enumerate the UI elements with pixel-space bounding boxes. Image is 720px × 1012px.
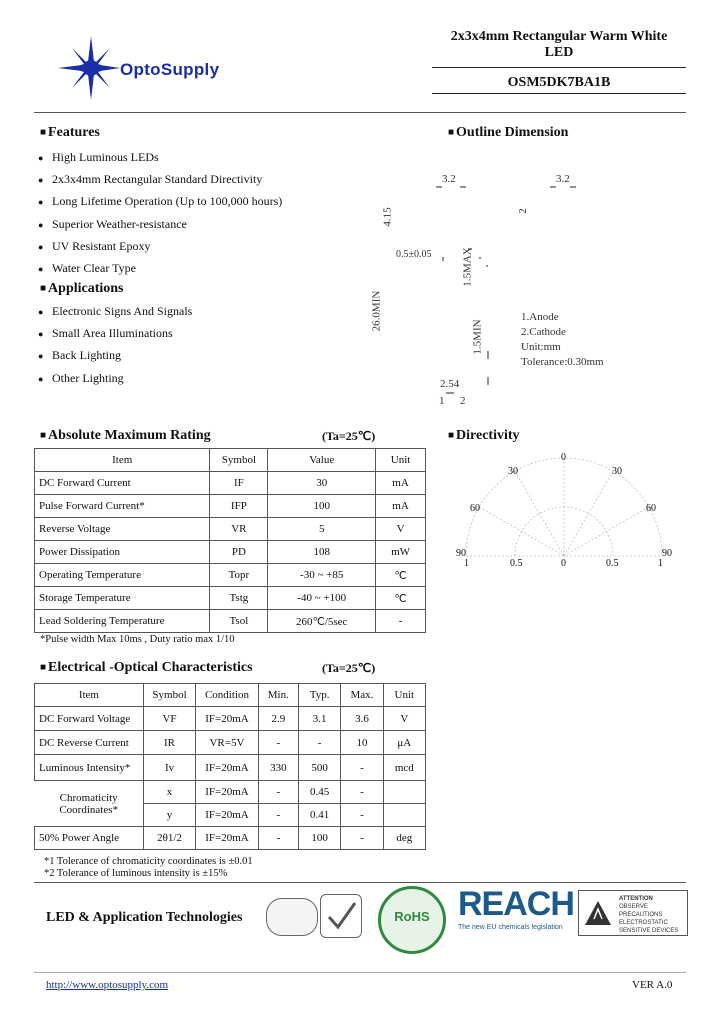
eo-note-2: *2 Tolerance of luminous intensity is ±15% [44, 868, 228, 879]
scale-1-right: 1 [658, 558, 663, 569]
esd-warning-icon [583, 899, 613, 927]
bottom-divider [34, 972, 686, 973]
table-header-row: Item Symbol Condition Min. Typ. Max. Unit [35, 684, 426, 707]
list-item: ● High Luminous LEDs [38, 150, 159, 164]
pin-2-label: 2 [460, 395, 466, 407]
features-heading: ■ Features [40, 125, 100, 141]
scale-05-right: 0.5 [606, 558, 619, 569]
table-row: Storage Temperature Tstg -40 ~ +100 ℃ [35, 587, 426, 610]
angle-30-right: 30 [612, 466, 622, 477]
pin-1-label: 1 [439, 395, 445, 407]
eo-condition: (Ta=25℃) [322, 661, 376, 675]
abs-max-heading: ■ Absolute Maximum Rating [40, 428, 211, 444]
outline-heading: ■ Outline Dimension [448, 125, 568, 141]
checkmark-icon [321, 895, 361, 937]
angle-30-left: 30 [508, 466, 518, 477]
scale-05-left: 0.5 [510, 558, 523, 569]
title-rule-2 [432, 93, 686, 94]
chromaticity-label: Chromaticity Coordinates* [35, 781, 144, 827]
table-row: Reverse Voltage VR 5 V [35, 518, 426, 541]
eo-table [34, 683, 426, 850]
eo-note-1: *1 Tolerance of chromaticity coordinates is ±0.01 [44, 856, 253, 867]
brand-name: OptoSupply [120, 60, 220, 79]
rohs-text: RoHS [394, 909, 430, 924]
page-title [432, 29, 686, 61]
reach-title: REACH [458, 885, 574, 923]
dim-flange: 1.5MAX [461, 247, 474, 287]
applications-heading: ■ Applications [40, 281, 124, 297]
table-row: Lead Soldering Temperature Tsol 260℃/5sec - [35, 610, 426, 633]
table-row: 50% Power Angle 2θ1/2 IF=20mA - 100 - deg [35, 827, 426, 850]
dim-height: 4.15 [381, 207, 394, 227]
list-item: ● Back Lighting [38, 348, 121, 363]
table-row: Pulse Forward Current* IFP 100 mA [35, 495, 426, 518]
table-row: Power Dissipation PD 108 mW [35, 541, 426, 564]
list-item: ● Superior Weather-resistance [38, 216, 187, 231]
list-item: ● Small Area Illuminations [38, 326, 173, 341]
dim-lead: 0.5±0.05 [396, 249, 432, 260]
angle-90-left: 90 [456, 548, 466, 559]
esd-attention-box [578, 890, 688, 936]
angle-60-right: 60 [646, 503, 656, 514]
scale-1-left: 1 [464, 558, 469, 569]
dim-side: 2 [516, 208, 529, 214]
dim-width-2: 3.2 [556, 173, 570, 185]
dim-min: 1.5MIN [471, 319, 484, 355]
table-row: Luminous Intensity* Iv IF=20mA 330 500 - mcd [35, 755, 426, 781]
angle-60-left: 60 [470, 503, 480, 514]
title-rule-1 [432, 67, 686, 68]
iso-check-logo [320, 894, 362, 938]
outline-lines-icon [380, 165, 700, 415]
table-row: DC Reverse Current IR VR=5V - - 10 μA [35, 731, 426, 755]
directivity-heading: ■ Directivity [448, 428, 520, 444]
list-item: ● UV Resistant Epoxy [38, 238, 151, 253]
star-logo-icon [58, 36, 128, 100]
table-row: Operating Temperature Topr -30 ~ +85 ℃ [35, 564, 426, 587]
company-name: LED & Application Technologies [46, 910, 243, 925]
table-row: DC Forward Voltage VF IF=20mA 2.9 3.1 3.6 V [35, 707, 426, 731]
rohs-badge [378, 886, 446, 954]
list-item: ● Other Lighting [38, 370, 124, 385]
dim-length: 26.0MIN [370, 290, 383, 332]
part-number: OSM5DK7BA1B [507, 75, 611, 90]
outline-legend: 1.Anode 2.Cathode Unit:mm Tolerance:0.30mm [521, 311, 604, 368]
title-line-1: 2x3x4mm Rectangular Warm White [450, 29, 668, 44]
dim-pitch: 2.54 [440, 378, 460, 390]
table-row: y IF=20mA - 0.41 - [35, 804, 426, 827]
eo-heading: ■ Electrical -Optical Characteristics [40, 660, 253, 676]
features-list [38, 146, 282, 279]
angle-0: 0 [561, 452, 566, 463]
list-item: ● 2x3x4mm Rectangular Standard Directivity [38, 172, 263, 187]
title-line-2: LED [544, 45, 574, 60]
brand-logo [58, 36, 273, 100]
footer-divider [34, 882, 686, 883]
directivity-chart [448, 448, 688, 578]
list-item: ● Long Lifetime Operation (Up to 100,000 hours) [38, 194, 283, 209]
outline-drawing [370, 165, 700, 415]
applications-list [38, 300, 192, 389]
attention-text: ATTENTION OBSERVE PRECAUTIONS ELECTROSTATIC SENSITIVE DEVICES [619, 896, 679, 934]
website-link[interactable]: http://www.optosupply.com [46, 979, 169, 991]
angle-90-right: 90 [662, 548, 672, 559]
reach-logo [458, 884, 574, 940]
abs-max-condition: (Ta=25℃) [322, 429, 376, 443]
abs-max-table [34, 448, 426, 633]
dim-width-1: 3.2 [442, 173, 456, 185]
list-item: ● Water Clear Type [38, 260, 136, 275]
reach-subtitle: The new EU chemicals legislation [458, 924, 563, 931]
table-row: Chromaticity Coordinates* x IF=20mA - 0.45 - [35, 781, 426, 804]
header-divider [34, 112, 686, 113]
scale-0: 0 [561, 558, 566, 569]
tuv-logo [266, 898, 318, 936]
list-item: ● Electronic Signs And Signals [38, 304, 193, 318]
table-row: DC Forward Current IF 30 mA [35, 472, 426, 495]
abs-max-footnote: *Pulse width Max 10ms , Duty ratio max 1/10 [40, 634, 235, 645]
table-header-row: Item Symbol Value Unit [35, 449, 426, 472]
version-label: VER A.0 [632, 979, 673, 991]
